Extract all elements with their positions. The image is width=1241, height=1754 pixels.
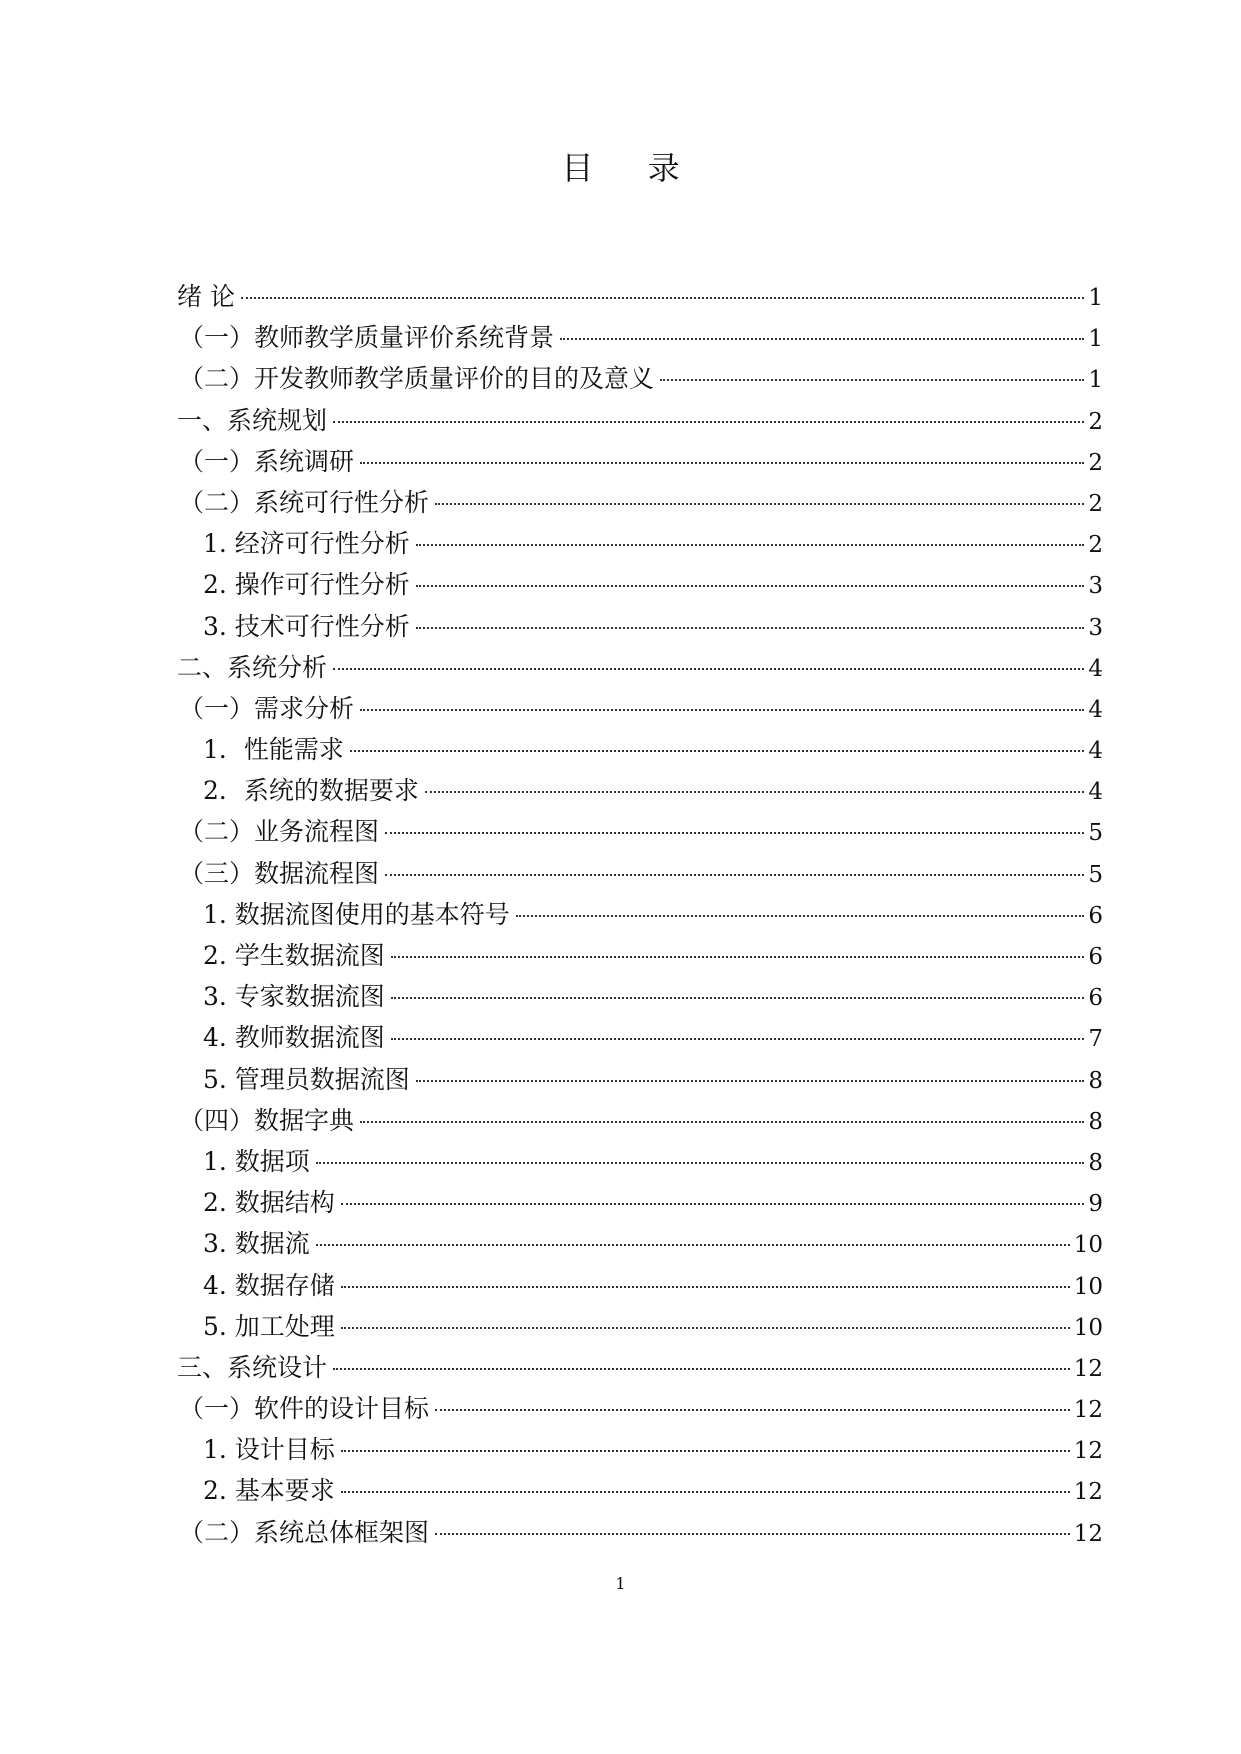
- toc-entry-page-number: 1: [1088, 367, 1103, 394]
- dot-leader: [391, 997, 1085, 999]
- table-of-contents: [177, 276, 1103, 1553]
- toc-entry[interactable]: [177, 1059, 1103, 1100]
- toc-entry-page-number: 2: [1088, 532, 1103, 559]
- toc-entry[interactable]: [177, 1470, 1103, 1511]
- toc-entry-label: （四）数据字典: [179, 1105, 355, 1135]
- toc-entry[interactable]: [177, 647, 1103, 688]
- toc-entry-page-number: 12: [1073, 1520, 1103, 1547]
- toc-entry[interactable]: [177, 441, 1103, 482]
- toc-entry-page-number: 8: [1088, 1067, 1103, 1094]
- dot-leader: [516, 915, 1085, 917]
- dot-leader: [416, 544, 1085, 546]
- toc-entry[interactable]: [177, 688, 1103, 729]
- toc-entry[interactable]: [177, 1388, 1103, 1429]
- toc-entry[interactable]: [177, 1017, 1103, 1058]
- toc-entry-page-number: 1: [1088, 326, 1103, 353]
- toc-entry-page-number: 4: [1088, 696, 1103, 723]
- toc-entry-page-number: 1: [1088, 285, 1103, 311]
- toc-entry[interactable]: [177, 1223, 1103, 1264]
- toc-entry-page-number: 12: [1073, 1355, 1103, 1382]
- toc-entry-page-number: 12: [1073, 1397, 1103, 1424]
- toc-entry[interactable]: [177, 729, 1103, 770]
- toc-entry-label: 绪 论: [177, 282, 235, 311]
- dot-leader: [391, 956, 1085, 958]
- toc-entry-page-number: 5: [1088, 861, 1103, 888]
- toc-entry-label: （一）需求分析: [179, 693, 355, 723]
- toc-entry-label: 3. 专家数据流图: [203, 982, 385, 1012]
- toc-entry-label: 二、系统分析: [177, 652, 328, 682]
- toc-entry-page-number: 3: [1088, 614, 1103, 641]
- toc-entry[interactable]: [177, 811, 1103, 852]
- toc-entry[interactable]: [177, 1347, 1103, 1388]
- toc-entry-label: 2．系统的数据要求: [203, 776, 419, 806]
- dot-leader: [360, 462, 1084, 464]
- toc-entry-label: 2. 基本要求: [203, 1476, 335, 1506]
- toc-heading: 目 录: [561, 149, 702, 187]
- dot-leader: [660, 379, 1084, 381]
- dot-leader: [435, 1409, 1070, 1411]
- dot-leader: [316, 1244, 1070, 1246]
- toc-entry-label: （二）业务流程图: [179, 817, 380, 847]
- toc-entry-label: 2. 数据结构: [203, 1188, 335, 1218]
- toc-entry-label: 3. 数据流: [203, 1229, 310, 1259]
- toc-entry[interactable]: [177, 1100, 1103, 1141]
- toc-entry-page-number: 5: [1088, 820, 1103, 847]
- toc-entry[interactable]: [177, 1306, 1103, 1347]
- toc-entry[interactable]: [177, 770, 1103, 811]
- toc-entry-page-number: 2: [1088, 449, 1103, 476]
- toc-entry[interactable]: [177, 976, 1103, 1017]
- toc-entry[interactable]: [177, 1141, 1103, 1182]
- toc-entry[interactable]: [177, 1182, 1103, 1223]
- toc-entry[interactable]: [177, 482, 1103, 523]
- dot-leader: [333, 421, 1084, 423]
- toc-entry-page-number: 2: [1088, 408, 1103, 435]
- dot-leader: [391, 1038, 1085, 1040]
- toc-entry[interactable]: [177, 1512, 1103, 1553]
- dot-leader: [341, 1327, 1070, 1329]
- toc-entry-page-number: 6: [1088, 902, 1103, 929]
- toc-entry-page-number: 3: [1088, 573, 1103, 600]
- toc-entry[interactable]: [177, 276, 1103, 317]
- toc-entry[interactable]: [177, 400, 1103, 441]
- toc-entry-page-number: 10: [1073, 1273, 1103, 1300]
- dot-leader: [341, 1450, 1070, 1452]
- toc-entry-label: 1. 数据流图使用的基本符号: [203, 899, 510, 929]
- toc-entry-label: 三、系统设计: [177, 1352, 328, 1382]
- toc-entry-label: （二）系统可行性分析: [179, 487, 430, 517]
- toc-entry[interactable]: [177, 853, 1103, 894]
- toc-entry[interactable]: [177, 1429, 1103, 1470]
- toc-entry-label: 4. 教师数据流图: [203, 1023, 385, 1053]
- toc-entry-label: 1. 设计目标: [203, 1435, 335, 1465]
- toc-entry-label: （二）开发教师教学质量评价的目的及意义: [179, 364, 655, 394]
- toc-entry-label: 2. 学生数据流图: [203, 941, 385, 970]
- dot-leader: [416, 585, 1085, 587]
- dot-leader: [333, 1368, 1070, 1370]
- toc-entry-label: 一、系统规划: [177, 405, 328, 435]
- toc-entry-page-number: 12: [1073, 1438, 1103, 1465]
- toc-entry[interactable]: [177, 317, 1103, 358]
- dot-leader: [425, 791, 1084, 793]
- toc-entry-label: 5. 管理员数据流图: [203, 1064, 410, 1094]
- toc-entry[interactable]: [177, 935, 1103, 976]
- dot-leader: [333, 668, 1084, 670]
- toc-entry-label: 3. 技术可行性分析: [203, 611, 410, 641]
- toc-entry[interactable]: [177, 894, 1103, 935]
- dot-leader: [416, 627, 1085, 629]
- dot-leader: [435, 1533, 1070, 1535]
- toc-entry[interactable]: [177, 564, 1103, 605]
- toc-entry-page-number: 6: [1088, 944, 1103, 970]
- toc-entry-page-number: 12: [1073, 1479, 1103, 1506]
- dot-leader: [341, 1491, 1070, 1493]
- toc-entry-page-number: 7: [1088, 1026, 1103, 1053]
- toc-entry-page-number: 4: [1088, 738, 1103, 765]
- toc-entry-page-number: 4: [1088, 779, 1103, 806]
- dot-leader: [241, 297, 1084, 299]
- toc-entry-label: 2. 操作可行性分析: [203, 570, 410, 600]
- page-number: 1: [615, 1574, 626, 1593]
- toc-entry-page-number: 10: [1073, 1232, 1103, 1259]
- toc-entry-label: （二）系统总体框架图: [179, 1517, 430, 1547]
- toc-entry-label: （一）系统调研: [179, 446, 355, 476]
- dot-leader: [350, 750, 1084, 752]
- dot-leader: [341, 1203, 1085, 1205]
- toc-entry-label: （一）教师教学质量评价系统背景: [179, 323, 555, 353]
- dot-leader: [385, 832, 1084, 834]
- toc-entry[interactable]: [177, 523, 1103, 564]
- toc-entry-page-number: 10: [1073, 1314, 1103, 1341]
- toc-entry-label: （三）数据流程图: [179, 858, 380, 888]
- toc-entry-page-number: 9: [1088, 1191, 1103, 1218]
- toc-entry-label: （一）软件的设计目标: [179, 1394, 430, 1424]
- toc-entry-label: 1．性能需求: [203, 735, 344, 765]
- toc-entry-page-number: 8: [1088, 1108, 1103, 1135]
- toc-entry-label: 1. 经济可行性分析: [203, 529, 410, 559]
- toc-entry-label: 4. 数据存储: [203, 1270, 335, 1300]
- toc-entry[interactable]: [177, 1265, 1103, 1306]
- dot-leader: [560, 338, 1084, 340]
- toc-entry-page-number: 6: [1088, 985, 1103, 1012]
- dot-leader: [416, 1080, 1085, 1082]
- toc-entry-page-number: 2: [1088, 490, 1103, 517]
- dot-leader: [435, 503, 1084, 505]
- toc-entry-page-number: 8: [1088, 1149, 1103, 1176]
- dot-leader: [341, 1286, 1070, 1288]
- dot-leader: [385, 874, 1084, 876]
- dot-leader: [316, 1162, 1085, 1164]
- toc-entry-page-number: 4: [1088, 655, 1103, 682]
- toc-entry[interactable]: [177, 606, 1103, 647]
- toc-entry[interactable]: [177, 358, 1103, 399]
- dot-leader: [360, 1121, 1084, 1123]
- toc-entry-label: 1. 数据项: [203, 1146, 310, 1176]
- dot-leader: [360, 709, 1084, 711]
- toc-entry-label: 5. 加工处理: [203, 1311, 335, 1341]
